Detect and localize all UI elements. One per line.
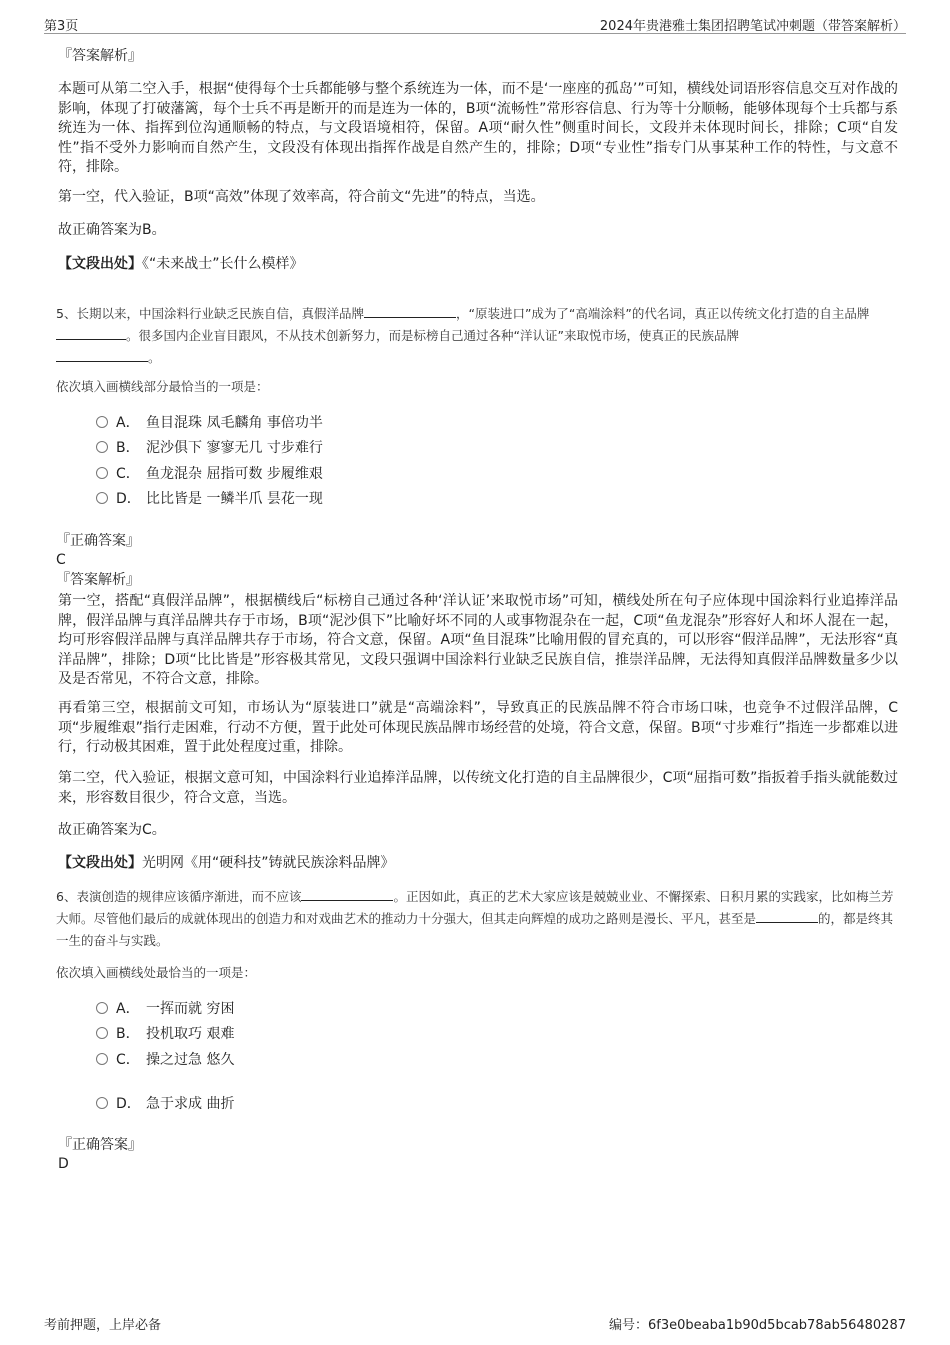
q5-analysis-p1: 第一空，搭配“真假洋品牌”，根据横线后“标榜自己通过各种‘洋认证’来取悦市场”可知，横线处所在句子应体现中国涂料行业追捧洋品牌，假洋品牌与真洋品牌共存于市场，B项“泥沙俱下”比喻好坏不同的人或事物混杂在一起，C项“鱼龙混杂”形容好人和坏人混在一起，均可形容假洋品牌与真洋品牌共存于市场，符合文意，保留。A项“鱼目混珠”比喻用假的冒充真的，可以形容“假洋品牌”，无法形容“真洋品牌”，排除；D项“比比皆是”形容极其常见，文段只强调中国涂料行业缺乏民族自信，推崇洋品牌，无法得知真假洋品牌数量多少以及是否常见，不符合文意，排除。: [58, 593, 898, 687]
q4-source: [58, 255, 898, 275]
q5-option-a[interactable]: A． 鱼目混珠 凤毛麟角 事倍功半: [96, 413, 323, 433]
q4-analysis-p2: 第一空，代入验证，B项“高效”体现了效率高，符合前文“先进”的特点，当选。: [58, 189, 545, 205]
question-number: 6、: [56, 889, 77, 904]
footer-slogan: 考前押题，上岸必备: [44, 1318, 162, 1333]
q6-option-d[interactable]: D． 急于求成 曲折: [96, 1094, 234, 1114]
q6-stem: 6、表演创造的规律应该循序渐进，而不应该 。正因如此，真正的艺术大家应该是兢兢业业、不懈探索、日积月累的实践家，比如梅兰芳大师。尽管他们最后的成就体现出的创造力和对戏曲艺术的推动力十分强大，但其走向辉煌的成功之路则是漫长、平凡，甚至是 的，都是终其一生的奋斗与实践。: [56, 886, 901, 952]
q6-option-b[interactable]: B． 投机取巧 艰难: [96, 1024, 234, 1044]
q5-correct-heading: 『正确答案』: [56, 533, 140, 549]
blank-1: [364, 303, 456, 318]
q5-instruction: 依次填入画横线部分最恰当的一项是：: [56, 379, 269, 394]
radio-icon[interactable]: [96, 1097, 108, 1109]
page-number: 第3页: [44, 19, 79, 34]
source-text: 光明网《用“硬科技”铸就民族涂料品牌》: [142, 855, 395, 871]
question-number: 5、: [56, 306, 77, 321]
radio-icon[interactable]: [96, 1002, 108, 1014]
page-footer: [44, 1312, 906, 1334]
q5-answer-line: 故正确答案为C。: [58, 822, 166, 838]
q6-correct-heading: 『正确答案』: [58, 1137, 142, 1153]
q5-analysis-p2: 再看第三空，根据前文可知，市场认为“原装进口”就是“高端涂料”，导致真正的民族品牌不符合市场口味，也竞争不过假洋品牌，C项“步履维艰”指行走困难，行动不方便，置于此处可体现民族品牌市场经营的处境，符合文意，保留。B项“寸步难行”指连一步都难以进行，行动极其困难，置于此处程度过重，排除。: [58, 700, 898, 755]
q5-analysis-p3: 第二空，代入验证，根据文意可知，中国涂料行业追捧洋品牌，以传统文化打造的自主品牌很少，C项“屈指可数”指扳着手指头就能数过来，形容数目很少，符合文意，当选。: [58, 770, 898, 806]
document-title: 2024年贵港雅士集团招聘笔试冲刺题（带答案解析）: [599, 19, 906, 34]
source-label: 【文段出处】: [58, 256, 142, 272]
q5-correct-answer: C: [56, 552, 66, 568]
document-id: 编号：6f3e0beaba1b90d5bcab78ab56480287: [609, 1318, 906, 1333]
radio-icon[interactable]: [96, 1027, 108, 1039]
q5-option-c[interactable]: C． 鱼龙混杂 屈指可数 步履维艰: [96, 464, 323, 484]
blank-3: [56, 347, 148, 362]
blank-2: [756, 908, 818, 923]
q4-analysis-heading: 『答案解析』: [58, 48, 142, 64]
blank-2: [56, 325, 126, 340]
source-label: 【文段出处】: [58, 855, 142, 871]
radio-icon[interactable]: [96, 1053, 108, 1065]
source-text: 《“未来战士”长什么模样》: [142, 256, 304, 272]
q5-stem: 5、长期以来，中国涂料行业缺乏民族自信，真假洋品牌 ，“原装进口”成为了“高端涂料”的代名词，真正以传统文化打造的自主品牌。很多国内企业盲目跟风，不从技术创新努力，而是标榜自己通过各种“洋认证”来取悦市场，使真正的民族品牌 。: [56, 303, 901, 369]
blank-1: [301, 886, 393, 901]
radio-icon[interactable]: [96, 441, 108, 453]
radio-icon[interactable]: [96, 492, 108, 504]
q5-option-b[interactable]: B． 泥沙俱下 寥寥无几 寸步难行: [96, 438, 323, 458]
q4-analysis-p1: 本题可从第二空入手，根据“使得每个士兵都能够与整个系统连为一体，而不是‘一座座的孤岛’”可知，横线处词语形容信息交互对作战的影响，体现了打破藩篱，每个士兵不再是断开的而是连为一体的，B项“流畅性”常形容信息、行为等十分顺畅，能够体现每个士兵都与系统连为一体、指挥到位沟通顺畅的特点，与文段语境相符，保留。A项“耐久性”侧重时间长，文段并未体现时间长，排除；C项“自发性”指不受外力影响而自然产生，文段没有体现出指挥作战是自然产生的，排除；D项“专业性”指专门从事某种工作的特性，与文意不符，排除。: [58, 81, 898, 175]
q6-option-a[interactable]: A． 一挥而就 穷困: [96, 999, 234, 1019]
q5-option-d[interactable]: D． 比比皆是 一鳞半爪 昙花一现: [96, 489, 323, 509]
radio-icon[interactable]: [96, 467, 108, 479]
radio-icon[interactable]: [96, 416, 108, 428]
page-header: [44, 13, 906, 34]
q5-analysis-heading: 『答案解析』: [56, 572, 140, 588]
q6-correct-answer: D: [58, 1156, 69, 1172]
q6-option-c[interactable]: C． 操之过急 悠久: [96, 1050, 234, 1070]
q4-answer-line: 故正确答案为B。: [58, 222, 166, 238]
q6-instruction: 依次填入画横线处最恰当的一项是：: [56, 965, 257, 980]
q5-source: [58, 854, 898, 874]
